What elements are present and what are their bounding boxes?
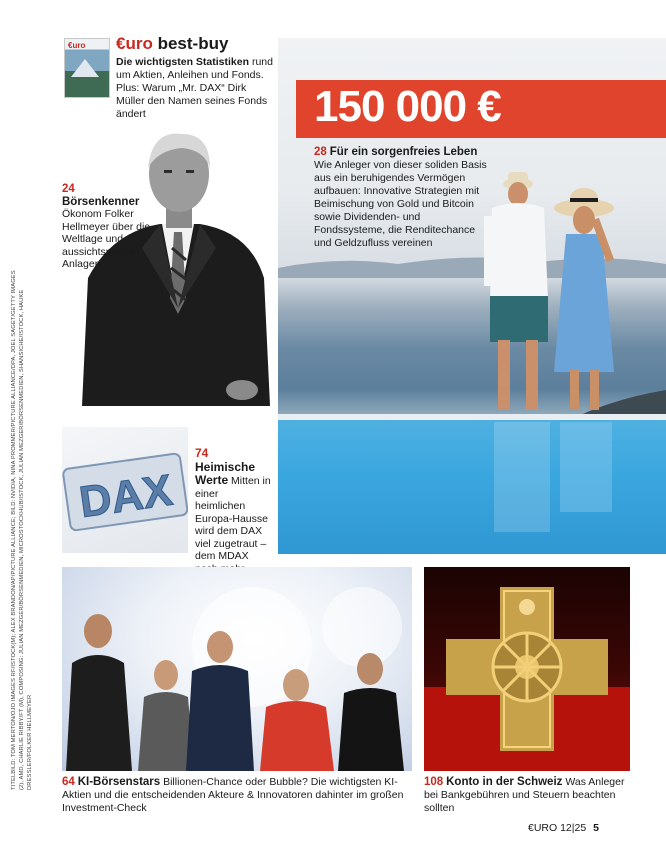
ki-teaser — [62, 776, 422, 815]
best-buy-title: best-buy — [157, 34, 229, 53]
dax-text: Mitten in einer heimlichen Europa-Hausse wird dem DAX viel zugetraut – dem MDAX — [195, 475, 271, 562]
dax-logo-image — [62, 427, 188, 553]
swiss-page: 108 — [424, 776, 444, 788]
ki-title: KI-Börsenstars — [77, 776, 161, 788]
dax-title: Heimische Werte — [195, 459, 256, 487]
issue-label: €URO 12|25 — [528, 822, 587, 834]
page-footer — [528, 822, 599, 834]
swiss-teaser — [424, 776, 634, 815]
swiss-title: Konto in der Schweiz — [446, 776, 563, 788]
ki-page: 64 — [62, 776, 75, 788]
hero-amount: 150 000 € — [314, 82, 501, 131]
magazine-cover-thumbnail — [64, 38, 110, 98]
hero-page: 28 — [314, 146, 327, 158]
hero-title: Für ein sorgenfreies Leben — [329, 146, 478, 158]
dax-logo-text: DAX — [76, 465, 176, 528]
best-buy-text: rund um Aktien, Anleihen und Fonds. Plus: Warum „Mr. DAX“ Dirk Müller den Namen seines Fonds ändert — [116, 56, 273, 120]
best-buy-heading — [116, 34, 228, 54]
best-buy-brand: €uro — [116, 34, 153, 53]
article-24-text: Ökonom Folker Hellmeyer über die Weltlage und aussichtsreiche Anlagen — [62, 208, 151, 270]
article-24-page: 24 — [62, 183, 75, 195]
ki-text: Billionen-Chance oder Bubble? Die wichtigsten KI-Aktien und die entscheidenden Akteure & Innovatoren dahinter im großen Investment-Check — [62, 776, 404, 814]
dax-page: 74 — [195, 446, 209, 460]
photo-credits: TITELBILD: TOM MERTON/OJO IMAGES RF/ISTOCK(M); ALEX BRANDON/AP/PICTURE ALLIANCE; BILD: NVIDIA, NINA PROMMER/PICTURE ALLIANCE/DPA, JOEL SAGET/GETTY IMAGES (2), AMD, CHARLIE RIBBY/FT (M), COMPOSING: JULIAN MEZGER/BÖRSENMEDIEN, MICROSTOCKHUB/ISTOCK, JULIAN MEZGER/BÖRSENMEDIEN, SHANSICHE/ISTOCK, HAUKE DRESSLER/FOLKER HELLMEYER — [11, 270, 33, 790]
ki-stars-photo — [62, 567, 412, 771]
page-number: 5 — [593, 822, 599, 834]
cover-logo: €uro — [68, 41, 86, 50]
article-24-teaser — [62, 183, 154, 271]
hero-text: Wie Anleger von dieser soliden Basis aus ein beruhigendes Vermögen aufbauen: Innovative Strategien mit Beimischung von Gold und Bitcoin sowie Dividenden- und Fondssysteme, die Renditechance und Geldzufluss vereinen — [314, 159, 487, 249]
dax-teaser — [195, 447, 271, 575]
hero-teaser — [314, 146, 494, 250]
swiss-text: Was Anleger bei Bankgebühren und Steuern beachten sollten — [424, 776, 625, 814]
article-24-title: Börsenkenner — [62, 195, 140, 208]
best-buy-lead: Die wichtigsten Statistiken — [116, 56, 250, 68]
best-buy-teaser — [116, 56, 276, 121]
swiss-vault-image — [424, 567, 630, 771]
